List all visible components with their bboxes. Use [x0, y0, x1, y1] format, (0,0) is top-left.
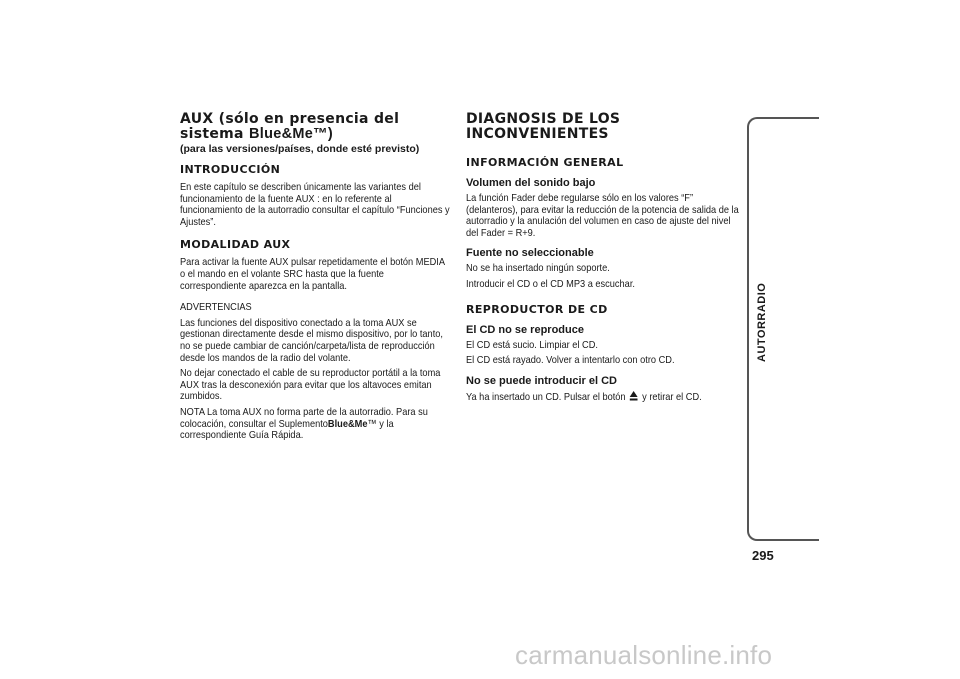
warnings-text-1: Las funciones del dispositivo conectado a la toma AUX se gestionan directamente desde el mismo dispositivo, por lo tanto, no se puede cambiar de canción/carpeta/lista de reproducción desde los mandos de la radio del volante. — [180, 316, 443, 364]
warnings-text-2: No dejar conectado el cable de su reproductor portátil a la toma AUX tras la desconexión para evitar que los altavoces emitan zumbidos. — [180, 367, 441, 403]
warnings-heading: ADVERTENCIAS — [180, 301, 252, 314]
volume-heading: Volumen del sonido bajo — [466, 177, 596, 189]
diagnosis-title: DIAGNOSIS DE LOS INCONVENIENTES — [466, 111, 621, 142]
general-info-heading: INFORMACIÓN GENERAL — [466, 156, 624, 169]
cd-no-insert-text: Ya ha insertado un CD. Pulsar el botón y retirar el CD. — [466, 390, 702, 403]
mode-heading: MODALIDAD AUX — [180, 238, 291, 252]
cd-player-heading: REPRODUCTOR DE CD — [466, 302, 608, 316]
right-column — [466, 112, 742, 407]
source-text-2: Introducir el CD o el CD MP3 a escuchar. — [466, 277, 635, 290]
intro-heading: INTRODUCCIÓN — [180, 163, 281, 176]
volume-text: La función Fader debe regularse sólo en los valores “F” (delanteros), para evitar la reducción de la potencia de salida de la autorradio y la anulación del volumen en caso de ajuste del nivel del Fader = R+9. — [466, 192, 739, 239]
watermark: carmanualsonline.info — [515, 640, 773, 670]
note-text: NOTA La toma AUX no forma parte de la autorradio. Para su colocación, consultar el SuplementoBlue&Me™ y la correspondiente Guía Rápida. — [180, 405, 428, 442]
left-column — [180, 112, 452, 446]
intro-text: En este capítulo se describen únicamente las variantes del funcionamiento de la fuente AUX : en lo referente al funcionamiento de la autorradio consultar el capítulo “Funciones y Ajustes”. — [180, 181, 450, 228]
cd-no-play-text-2: El CD está rayado. Volver a intentarlo con otro CD. — [466, 354, 675, 367]
aux-subtitle: (para las versiones/países, donde esté previsto) — [180, 143, 420, 155]
eject-icon — [630, 391, 638, 401]
cd-no-play-text-1: El CD está sucio. Limpiar el CD. — [466, 338, 598, 351]
source-heading: Fuente no seleccionable — [466, 247, 594, 260]
cd-no-insert-heading: No se puede introducir el CD — [466, 374, 617, 387]
mode-text: Para activar la fuente AUX pulsar repetidamente el botón MEDIA o el mando en el volante SRC hasta que la fuente correspondiente aparezca en la pantalla. — [180, 256, 445, 292]
cd-no-play-heading: El CD no se reproduce — [466, 323, 584, 336]
source-text-1: No se ha insertado ningún soporte. — [466, 262, 610, 275]
page-number: 295 — [752, 548, 774, 563]
aux-title: AUX (sólo en presencia del sistema Blue&Me™) — [180, 111, 400, 142]
chapter-label: AUTORRADIO — [756, 282, 768, 362]
